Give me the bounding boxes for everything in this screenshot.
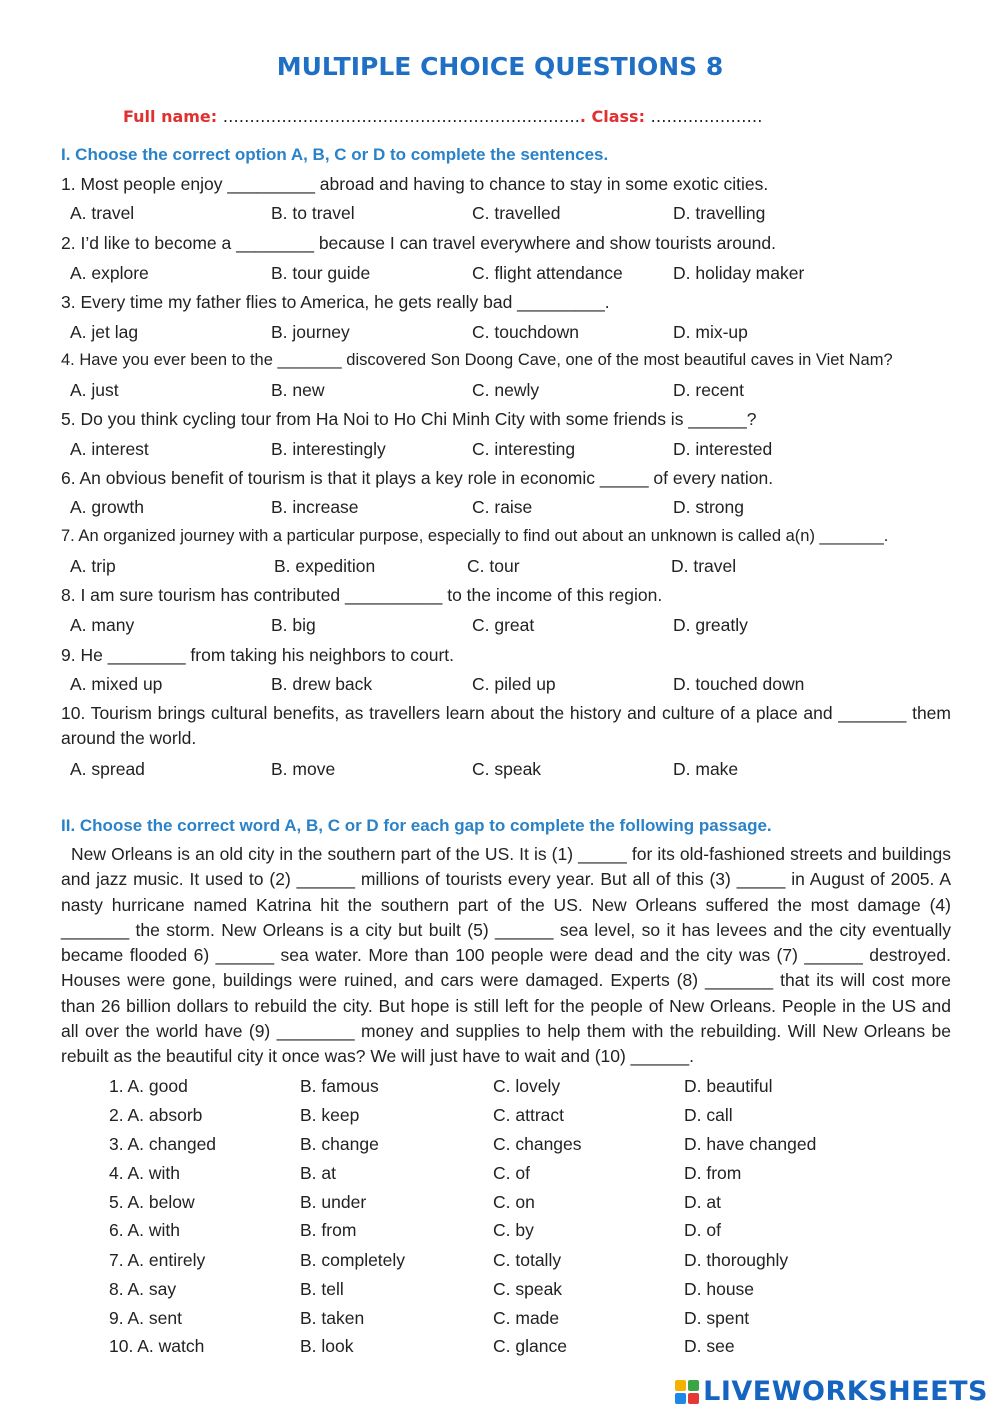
- question-4: 4. Have you ever been to the _______ discovered Son Doong Cave, one of the most beautiful caves in Viet Nam?: [61, 351, 893, 369]
- gap1-option-d[interactable]: D. beautiful: [684, 1076, 773, 1096]
- class-label: . Class:: [579, 107, 645, 126]
- gap3-option-a[interactable]: 3. A. changed: [109, 1134, 217, 1154]
- q8-option-c[interactable]: C. great: [472, 615, 535, 635]
- q6-option-d[interactable]: D. strong: [673, 497, 744, 517]
- gap2-option-c[interactable]: C. attract: [493, 1105, 564, 1125]
- gap6-option-d[interactable]: D. of: [684, 1220, 721, 1240]
- gap2-option-b[interactable]: B. keep: [300, 1105, 360, 1125]
- gap8-option-a[interactable]: 8. A. say: [109, 1279, 177, 1299]
- q6-option-b[interactable]: B. increase: [271, 497, 359, 517]
- gap5-option-a[interactable]: 5. A. below: [109, 1192, 195, 1212]
- q1-option-c[interactable]: C. travelled: [472, 203, 561, 223]
- q9-option-a[interactable]: A. mixed up: [70, 674, 163, 694]
- question-1: 1. Most people enjoy _________ abroad and having to chance to stay in some exotic cities.: [61, 174, 769, 194]
- gap10-option-a[interactable]: 10. A. watch: [109, 1336, 205, 1356]
- question-3: 3. Every time my father flies to America, he gets really bad _________.: [61, 292, 610, 312]
- q6-option-c[interactable]: C. raise: [472, 497, 533, 517]
- q6-option-a[interactable]: A. growth: [70, 497, 144, 517]
- gap4-option-c[interactable]: C. of: [493, 1163, 530, 1183]
- q8-option-a[interactable]: A. many: [70, 615, 135, 635]
- gap3-option-d[interactable]: D. have changed: [684, 1134, 817, 1154]
- question-6: 6. An obvious benefit of tourism is that it plays a key role in economic _____ of every nation.: [61, 468, 774, 488]
- q5-option-b[interactable]: B. interestingly: [271, 439, 386, 459]
- gap6-option-c[interactable]: C. by: [493, 1220, 534, 1240]
- q3-option-a[interactable]: A. jet lag: [70, 322, 139, 342]
- gap6-option-b[interactable]: B. from: [300, 1220, 357, 1240]
- q2-option-c[interactable]: C. flight attendance: [472, 263, 623, 283]
- gap9-option-b[interactable]: B. taken: [300, 1308, 365, 1328]
- q10-option-b[interactable]: B. move: [271, 759, 336, 779]
- gap9-option-c[interactable]: C. made: [493, 1308, 560, 1328]
- q7-option-b[interactable]: B. expedition: [274, 556, 376, 576]
- q4-option-a[interactable]: A. just: [70, 380, 119, 400]
- gap5-option-d[interactable]: D. at: [684, 1192, 721, 1212]
- gap7-option-d[interactable]: D. thoroughly: [684, 1250, 789, 1270]
- gap4-option-b[interactable]: B. at: [300, 1163, 336, 1183]
- fullname-field[interactable]: ………………………………………………………….: [222, 107, 580, 126]
- gap10-option-b[interactable]: B. look: [300, 1336, 354, 1356]
- gap10-option-d[interactable]: D. see: [684, 1336, 735, 1356]
- q4-option-d[interactable]: D. recent: [673, 380, 744, 400]
- q7-option-a[interactable]: A. trip: [70, 556, 116, 576]
- reading-passage: New Orleans is an old city in the southern part of the US. It is (1) _____ for its old-fashioned streets and buildings and jazz music. It used to (2) ______ millions of tourists every year. But all of this (3) _____ in August of 2005. A nasty hurricane named Katrina hit the southern part of the US. New Orleans suffered the most damage (4) _______ the storm. New Orleans is a city but built (5) ______ sea level, so it has levees and the city eventually became flooded 6) ______ sea water. More than 100 people were dead and the city was (7) ______ destroyed. Houses were gone, buildings were ruined, and cars were damaged. Experts (8) _______ that its will cost more than 26 billion dollars to rebuild the city. But hope is still left for the people of New Orleans. People in the US and all over the world have (9) ________ money and supplies to help them with the rebuilding. Will New Orleans be rebuilt as the beautiful city it once was? We will just have to wait and (10) ______.: [61, 844, 951, 1067]
- q4-option-b[interactable]: B. new: [271, 380, 325, 400]
- q1-option-a[interactable]: A. travel: [70, 203, 135, 223]
- gap7-option-c[interactable]: C. totally: [493, 1250, 562, 1270]
- q8-option-b[interactable]: B. big: [271, 615, 316, 635]
- gap2-option-d[interactable]: D. call: [684, 1105, 733, 1125]
- gap7-option-a[interactable]: 7. A. entirely: [109, 1250, 206, 1270]
- gap1-option-c[interactable]: C. lovely: [493, 1076, 561, 1096]
- q5-option-c[interactable]: C. interesting: [472, 439, 576, 459]
- q9-option-c[interactable]: C. piled up: [472, 674, 556, 694]
- q2-option-b[interactable]: B. tour guide: [271, 263, 371, 283]
- question-9: 9. He ________ from taking his neighbors to court.: [61, 645, 455, 665]
- gap3-option-c[interactable]: C. changes: [493, 1134, 582, 1154]
- gap5-option-c[interactable]: C. on: [493, 1192, 535, 1212]
- q4-option-c[interactable]: C. newly: [472, 380, 540, 400]
- q7-option-d[interactable]: D. travel: [671, 556, 737, 576]
- gap8-option-c[interactable]: C. speak: [493, 1279, 563, 1299]
- gap5-option-b[interactable]: B. under: [300, 1192, 367, 1212]
- gap10-option-c[interactable]: C. glance: [493, 1336, 567, 1356]
- page-title: MULTIPLE CHOICE QUESTIONS 8: [276, 52, 724, 81]
- q9-option-d[interactable]: D. touched down: [673, 674, 805, 694]
- q7-option-c[interactable]: C. tour: [467, 556, 520, 576]
- gap4-option-d[interactable]: D. from: [684, 1163, 742, 1183]
- q5-option-d[interactable]: D. interested: [673, 439, 773, 459]
- q8-option-d[interactable]: D. greatly: [673, 615, 748, 635]
- gap9-option-d[interactable]: D. spent: [684, 1308, 750, 1328]
- q2-option-d[interactable]: D. holiday maker: [673, 263, 805, 283]
- gap1-option-a[interactable]: 1. A. good: [109, 1076, 188, 1096]
- q10-option-c[interactable]: C. speak: [472, 759, 542, 779]
- gap7-option-b[interactable]: B. completely: [300, 1250, 406, 1270]
- section-1-heading: I. Choose the correct option A, B, C or D to complete the sentences.: [61, 145, 609, 164]
- section-2-heading: II. Choose the correct word A, B, C or D for each gap to complete the following passage.: [61, 816, 772, 835]
- question-8: 8. I am sure tourism has contributed __________ to the income of this region.: [61, 585, 663, 605]
- q3-option-b[interactable]: B. journey: [271, 322, 350, 342]
- fullname-label: Full name:: [123, 107, 218, 126]
- q1-option-b[interactable]: B. to travel: [271, 203, 355, 223]
- question-5: 5. Do you think cycling tour from Ha Noi to Ho Chi Minh City with some friends is ______?: [61, 409, 757, 429]
- gap2-option-a[interactable]: 2. A. absorb: [109, 1105, 203, 1125]
- q5-option-a[interactable]: A. interest: [70, 439, 149, 459]
- gap9-option-a[interactable]: 9. A. sent: [109, 1308, 182, 1328]
- gap8-option-b[interactable]: B. tell: [300, 1279, 344, 1299]
- gap3-option-b[interactable]: B. change: [300, 1134, 379, 1154]
- q9-option-b[interactable]: B. drew back: [271, 674, 373, 694]
- q10-option-d[interactable]: D. make: [673, 759, 739, 779]
- gap4-option-a[interactable]: 4. A. with: [109, 1163, 181, 1183]
- liveworksheets-logo-icon: [675, 1380, 699, 1404]
- question-10: 10. Tourism brings cultural benefits, as travellers learn about the history and culture of a place and _______ them around the world.: [61, 703, 951, 748]
- gap1-option-b[interactable]: B. famous: [300, 1076, 379, 1096]
- question-7: 7. An organized journey with a particular purpose, especially to find out about an unknown is called a(n) _______.: [61, 527, 889, 545]
- q3-option-c[interactable]: C. touchdown: [472, 322, 580, 342]
- gap8-option-d[interactable]: D. house: [684, 1279, 755, 1299]
- class-field[interactable]: …………………: [650, 107, 763, 126]
- gap6-option-a[interactable]: 6. A. with: [109, 1220, 181, 1240]
- liveworksheets-logo[interactable]: [675, 1376, 988, 1407]
- q2-option-a[interactable]: A. explore: [70, 263, 149, 283]
- question-2: 2. I’d like to become a ________ because I can travel everywhere and show tourists around.: [61, 233, 777, 253]
- brand-name: LIVEWORKSHEETS: [703, 1376, 988, 1407]
- q3-option-d[interactable]: D. mix-up: [673, 322, 748, 342]
- q10-option-a[interactable]: A. spread: [70, 759, 145, 779]
- student-info-line: [123, 107, 763, 126]
- q1-option-d[interactable]: D. travelling: [673, 203, 766, 223]
